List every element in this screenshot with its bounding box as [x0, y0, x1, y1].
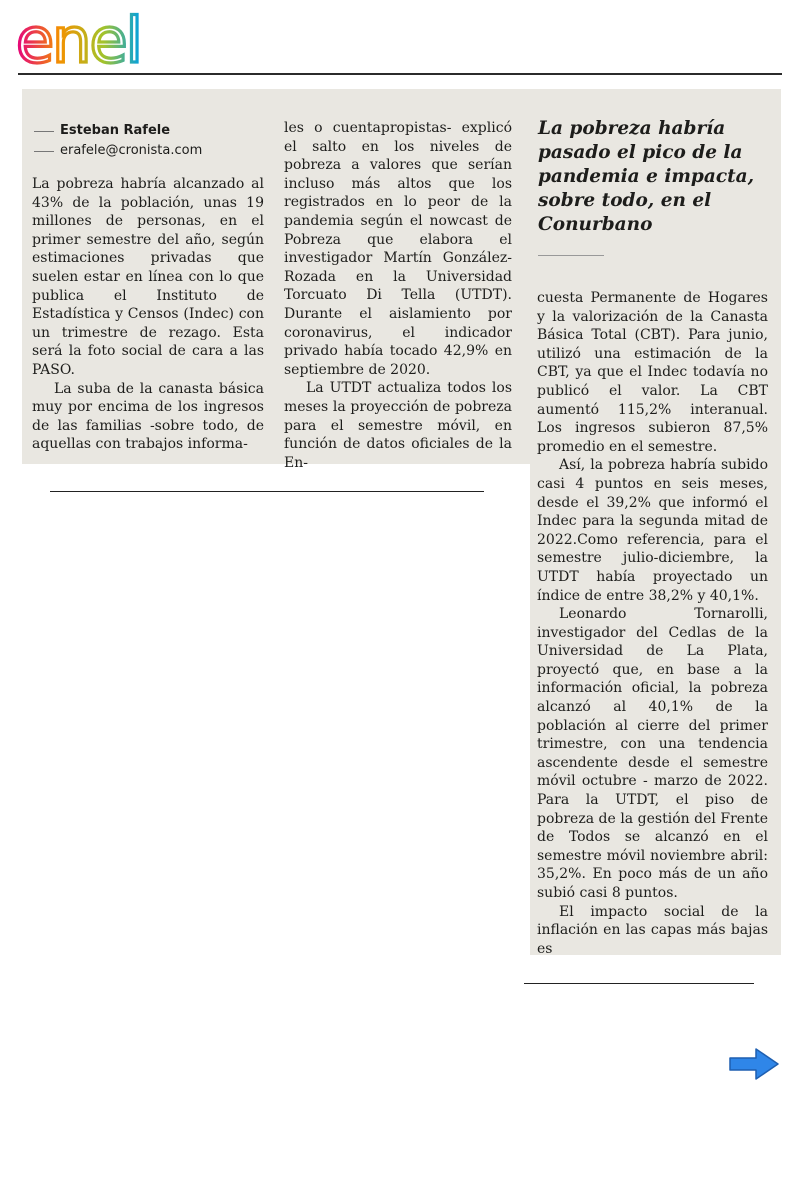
article-column-3: [537, 289, 768, 958]
article-column-1: [32, 175, 264, 454]
byline-dash: [34, 151, 54, 152]
headline-rule: [538, 255, 604, 256]
header-rule: [18, 73, 782, 75]
separator-rule: [50, 491, 484, 492]
paragraph: El impacto social de la inflación en las capas más bajas es: [537, 903, 768, 957]
author-name: Esteban Rafele: [60, 123, 171, 138]
paragraph: les o cuentapropistas- explicó el salto en los niveles de pobreza a valores que serían incluso más altos que los registrados en lo peor de la pandemia según el nowcast de Pobreza que elabora el investigador Martín González-Rozada en la Universidad Torcuato Di Tella (UTDT). Durante el aislamiento por coronavirus, el indicador privado había tocado 42,9% en septiembre de 2020.: [284, 120, 512, 378]
paragraph: La UTDT actualiza todos los meses la proyección de pobreza para el semestre móvil, en función de datos oficiales de la En-: [284, 380, 512, 471]
byline: [34, 121, 274, 161]
article-column-2: [284, 119, 512, 472]
logo-text: enel: [16, 4, 141, 70]
paragraph: cuesta Permanente de Hogares y la valorización de la Canasta Básica Total (CBT). Para junio, utilizó una estimación de la CBT, ya que el Indec todavía no publicó el valor. La CBT aumentó 115,2% interanual. Los ingresos subieron 87,5% promedio en el semestre.: [537, 290, 768, 455]
paragraph: Así, la pobreza habría subido casi 4 puntos en seis meses, desde el 39,2% que informó el Indec para la segunda mitad de 2022.Como referencia, para el semestre julio-diciembre, la UTDT había proyectado un índice de entre 38,2% y 40,1%.: [537, 457, 768, 604]
right-arrow-icon[interactable]: [728, 1046, 780, 1082]
paragraph: La pobreza habría alcanzado al 43% de la población, unas 19 millones de personas, en el primer semestre del año, según estimaciones privadas que suelen estar en línea con lo que publica el Instituto de Estadística y Censos (Indec) con un trimestre de rezago. Esta será la foto social de cara a las PASO.: [32, 176, 264, 378]
enel-logo: [16, 4, 184, 70]
paragraph: La suba de la canasta básica muy por encima de los ingresos de las familias -sobre todo, de aquellas con trabajos informa-: [32, 380, 264, 453]
byline-dash: [34, 131, 54, 132]
paragraph: Leonardo Tornarolli, investigador del Cedlas de la Universidad de La Plata, proyectó que, en base a la información oficial, la pobreza alcanzó al 40,1% de la población al cierre del primer trimestre, con una tendencia ascendente desde el semestre móvil octubre - marzo de 2022. Para la UTDT, el piso de pobreza de la gestión del Frente de Todos se alcanzó en el semestre móvil noviembre abril: 35,2%. En poco más de un año subió casi 8 puntos.: [537, 606, 768, 901]
article-headline: La pobreza habría pasado el pico de la pandemia e impacta, sobre todo, en el Conurbano: [538, 118, 755, 235]
separator-rule: [524, 983, 754, 984]
author-email: erafele@cronista.com: [60, 143, 203, 158]
